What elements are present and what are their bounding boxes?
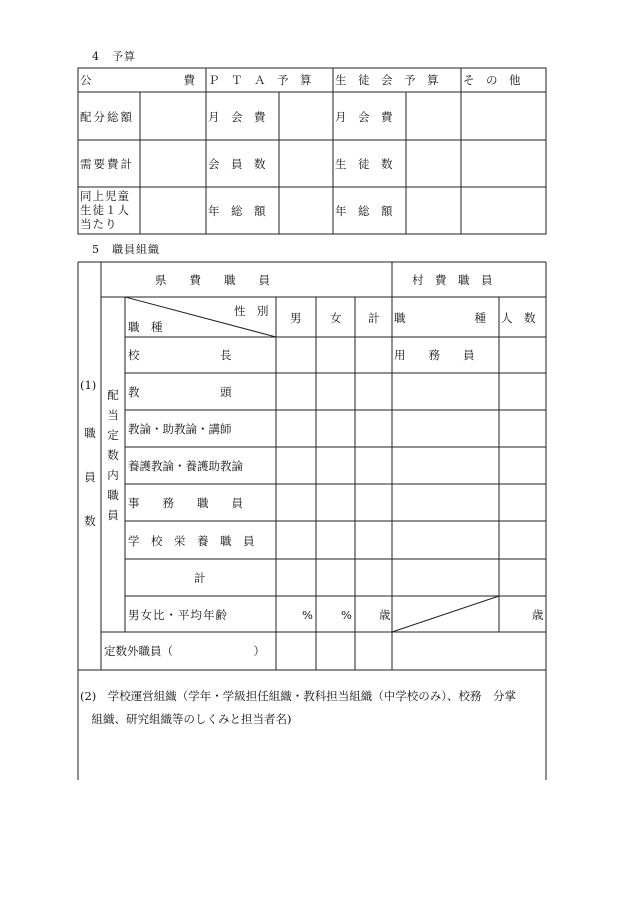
quota-char-7: 員 — [107, 508, 119, 522]
row-ratio-age: 男女比・平均年齢 — [128, 608, 228, 622]
quota-char-5: 内 — [107, 468, 119, 482]
row-nursing-teachers: 養護教論・養護助教論 — [128, 459, 243, 473]
job-type-label: 職 種 — [128, 320, 163, 334]
quota-char-1: 配 — [107, 388, 119, 402]
outside-quota-staff: 定数外職員（ ） — [104, 644, 265, 658]
village-staff-header: 村 費 職 員 — [412, 273, 493, 287]
school-organization-line1: (2) 学校運営組織（学年・学級担任組織・教科担当組織（中学校のみ）、校務 分掌 — [80, 689, 517, 703]
budget-pta-annual-total: 年 総 額 — [208, 204, 266, 218]
budget-row-per-student-line2: 生徒１人 — [80, 203, 130, 217]
budget-header-public: 公 費 — [80, 73, 195, 87]
male-percent-unit: % — [302, 608, 313, 622]
budget-header-other: そ の 他 — [463, 73, 521, 87]
row-vice-principal: 教 頭 — [128, 385, 232, 399]
staff-count-char-2: 員 — [84, 470, 96, 484]
village-count-header: 人 数 — [501, 311, 536, 325]
row-office-staff: 事 務 職 員 — [128, 496, 243, 510]
quota-char-3: 定 — [107, 428, 119, 442]
total-age-unit: 歳 — [379, 608, 391, 622]
row-nutrition-staff: 学 校 栄 養 職 員 — [128, 534, 255, 548]
quota-char-4: 数 — [107, 448, 119, 462]
budget-student-count: 生 徒 数 — [335, 157, 393, 171]
row-total: 計 — [194, 571, 206, 585]
budget-header-pta: Ｐ Ｔ Ａ 予 算 — [208, 73, 312, 87]
staff-count-char-1: 職 — [84, 426, 96, 440]
staff-count-number: (1) — [80, 378, 97, 392]
row-principal: 校 長 — [128, 348, 232, 362]
sex-label: 性 別 — [234, 304, 269, 318]
village-age-unit: 歳 — [532, 608, 544, 622]
section-5-title: 5 職員組織 — [92, 243, 160, 256]
budget-row-demand-total: 需要費計 — [80, 157, 134, 171]
row-teachers: 教論・助教論・講師 — [128, 422, 232, 436]
village-job-type-header: 職 種 — [394, 311, 486, 325]
budget-row-per-student-line1: 同上児童 — [80, 189, 130, 203]
budget-row-total-allocation: 配分総額 — [80, 110, 134, 124]
budget-pta-monthly-fee: 月 会 費 — [208, 110, 266, 124]
female-percent-unit: % — [341, 608, 352, 622]
budget-pta-members: 会 員 数 — [208, 157, 266, 171]
quota-char-2: 当 — [107, 408, 119, 422]
budget-student-annual-total: 年 総 額 — [335, 204, 393, 218]
total-header: 計 — [368, 311, 380, 325]
quota-char-6: 職 — [107, 488, 119, 502]
female-header: 女 — [330, 311, 342, 325]
male-header: 男 — [290, 311, 302, 325]
prefectural-staff-header: 県 費 職 員 — [155, 273, 270, 287]
section-4-title: 4 予算 — [92, 50, 136, 63]
budget-student-monthly-fee: 月 会 費 — [335, 110, 393, 124]
staff-count-char-3: 数 — [84, 514, 96, 528]
village-janitor: 用 務 員 — [394, 348, 475, 362]
budget-header-student: 生 徒 会 予 算 — [335, 73, 439, 87]
school-organization-line2: 組織、研究組織等のしくみと担当者名) — [80, 712, 292, 726]
budget-row-per-student-line3: 当たり — [80, 217, 118, 231]
